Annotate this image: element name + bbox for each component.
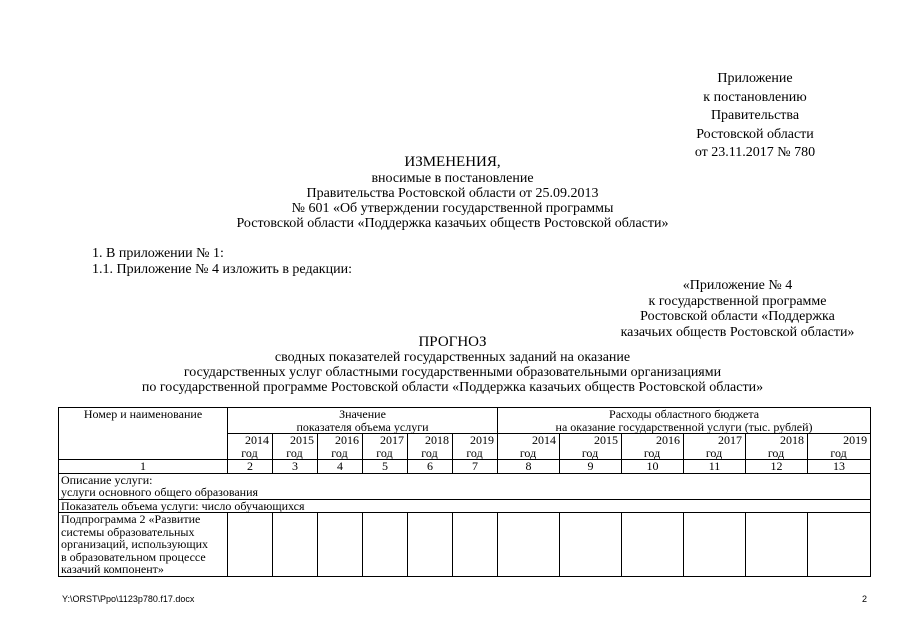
year: 2018 [780, 433, 805, 447]
amendment-item: 1.1. Приложение № 4 изложить в редакции: [92, 262, 352, 277]
appendix4-line: «Приложение № 4 [682, 278, 793, 293]
appendix-line: Правительства [710, 108, 800, 123]
year: 2014 [532, 433, 557, 447]
subprogram-row [59, 513, 871, 577]
year-cell [684, 434, 746, 460]
service-description-line: Описание услуги: [61, 473, 153, 487]
changes-line: № 601 «Об утверждении государственной программы [291, 201, 614, 216]
column-number: 1 [59, 460, 228, 474]
header-name-cell [59, 408, 228, 460]
subprogram-value-cell [228, 513, 273, 577]
year-cell [622, 434, 684, 460]
year-unit: год [286, 445, 303, 460]
subprogram-value-cell [318, 513, 363, 577]
subprogram-line: казачий компонент» [61, 562, 164, 576]
year-cell [318, 434, 363, 460]
year-cell [228, 434, 273, 460]
year: 2015 [290, 433, 314, 447]
forecast-title: ПРОГНОЗ [418, 334, 487, 350]
year-unit: год [331, 445, 348, 460]
year-unit: год [767, 445, 785, 460]
column-number: 2 [228, 460, 273, 474]
subprogram-expense-cell [560, 513, 622, 577]
forecast-line: по государственной программе Ростовской области «Поддержка казачьих обществ Ростовской области» [141, 379, 764, 395]
subprogram-expense-cell [684, 513, 746, 577]
year-cell [453, 434, 498, 460]
changes-line: вносимые в постановление [371, 171, 534, 186]
year: 2017 [718, 433, 743, 447]
year-cell [808, 434, 871, 460]
header-expense-group [498, 408, 871, 434]
column-number: 5 [363, 460, 408, 474]
forecast-line: государственных услуг областными государственными образовательными организациями [183, 364, 722, 380]
subprogram-line: в образовательном процессе [61, 549, 206, 564]
changes-line: Правительства Ростовской области от 25.09.2013 [306, 186, 599, 201]
volume-indicator-row [59, 499, 871, 513]
appendix4-header [580, 278, 895, 340]
column-number: 12 [746, 460, 808, 474]
appendix4-line: к государственной программе [648, 293, 827, 309]
year-unit: год [581, 445, 599, 460]
header-name: Номер и наименование [83, 407, 203, 421]
footer-file-path: Y:\ORST\Ppo\1123p780.f17.docx [62, 594, 195, 604]
subprogram-expense-cell [622, 513, 684, 577]
subprogram-name-cell [59, 513, 228, 577]
year-cell [408, 434, 453, 460]
year-cell [363, 434, 408, 460]
amendment-item: 1. В приложении № 1: [92, 246, 224, 261]
appendix-line: от 23.11.2017 № 780 [694, 145, 816, 160]
changes-title: ИЗМЕНЕНИЯ, [404, 154, 501, 170]
changes-heading [0, 154, 905, 231]
column-number: 3 [273, 460, 318, 474]
column-number: 11 [684, 460, 746, 474]
subprogram-line: системы образовательных [61, 524, 195, 539]
year-unit: год [519, 445, 537, 460]
year: 2019 [843, 433, 868, 447]
column-number: 10 [622, 460, 684, 474]
header-expense-line: Расходы областного бюджета [609, 407, 760, 421]
forecast-line: сводных показателей государственных заданий на оказание [274, 350, 631, 365]
footer-page-number: 2 [862, 594, 868, 604]
service-description-line: услуги основного общего образования [61, 485, 259, 499]
column-number: 8 [498, 460, 560, 474]
changes-line: Ростовской области «Поддержка казачьих обществ Ростовской области» [236, 216, 669, 231]
year-cell [746, 434, 808, 460]
forecast-table [58, 407, 871, 577]
appendix4-line: казачьих обществ Ростовской области» [620, 324, 855, 340]
column-number: 6 [408, 460, 453, 474]
column-number: 13 [808, 460, 871, 474]
header-expense-line: на оказание государственной услуги (тыс. рублей) [555, 419, 813, 434]
header-value-line: Значение [339, 407, 386, 421]
year: 2017 [380, 433, 404, 447]
subprogram-line: Подпрограмма 2 «Развитие [61, 512, 201, 526]
header-value-group [228, 408, 498, 434]
year: 2016 [335, 433, 359, 447]
year-unit: год [466, 445, 483, 460]
year: 2019 [470, 433, 495, 447]
column-number: 7 [453, 460, 498, 474]
table-header-row [59, 408, 871, 434]
column-number-row [59, 460, 871, 474]
year-unit: год [643, 445, 661, 460]
year-unit: год [376, 445, 393, 460]
forecast-heading [0, 334, 905, 395]
appendix4-line: Ростовской области «Поддержка [640, 309, 835, 324]
subprogram-value-cell [408, 513, 453, 577]
subprogram-value-cell [453, 513, 498, 577]
appendix-line: Ростовской области [696, 126, 814, 142]
year-cell [273, 434, 318, 460]
header-value-line: показателя объема услуги [296, 419, 429, 434]
year: 2015 [594, 433, 619, 447]
year: 2014 [245, 433, 269, 447]
subprogram-value-cell [273, 513, 318, 577]
year-unit: год [241, 445, 258, 460]
subprogram-value-cell [363, 513, 408, 577]
amendment-items [92, 246, 352, 278]
year: 2016 [656, 433, 681, 447]
subprogram-expense-cell [746, 513, 808, 577]
column-number: 9 [560, 460, 622, 474]
column-number: 4 [318, 460, 363, 474]
year-cell [560, 434, 622, 460]
service-description-row [59, 473, 871, 499]
appendix-line: к постановлению [703, 89, 807, 105]
subprogram-expense-cell [808, 513, 871, 577]
volume-indicator-cell: Показатель объема услуги: число обучающихся [59, 499, 871, 513]
year-unit: год [421, 445, 438, 460]
year-unit: год [705, 445, 723, 460]
service-description-cell [59, 473, 871, 499]
appendix-header [600, 70, 905, 163]
year: 2018 [425, 433, 449, 447]
subprogram-expense-cell [498, 513, 560, 577]
year-cell [498, 434, 560, 460]
appendix-line: Приложение [717, 71, 793, 86]
subprogram-line: организаций, использующих [61, 537, 209, 551]
year-unit: год [830, 445, 847, 460]
